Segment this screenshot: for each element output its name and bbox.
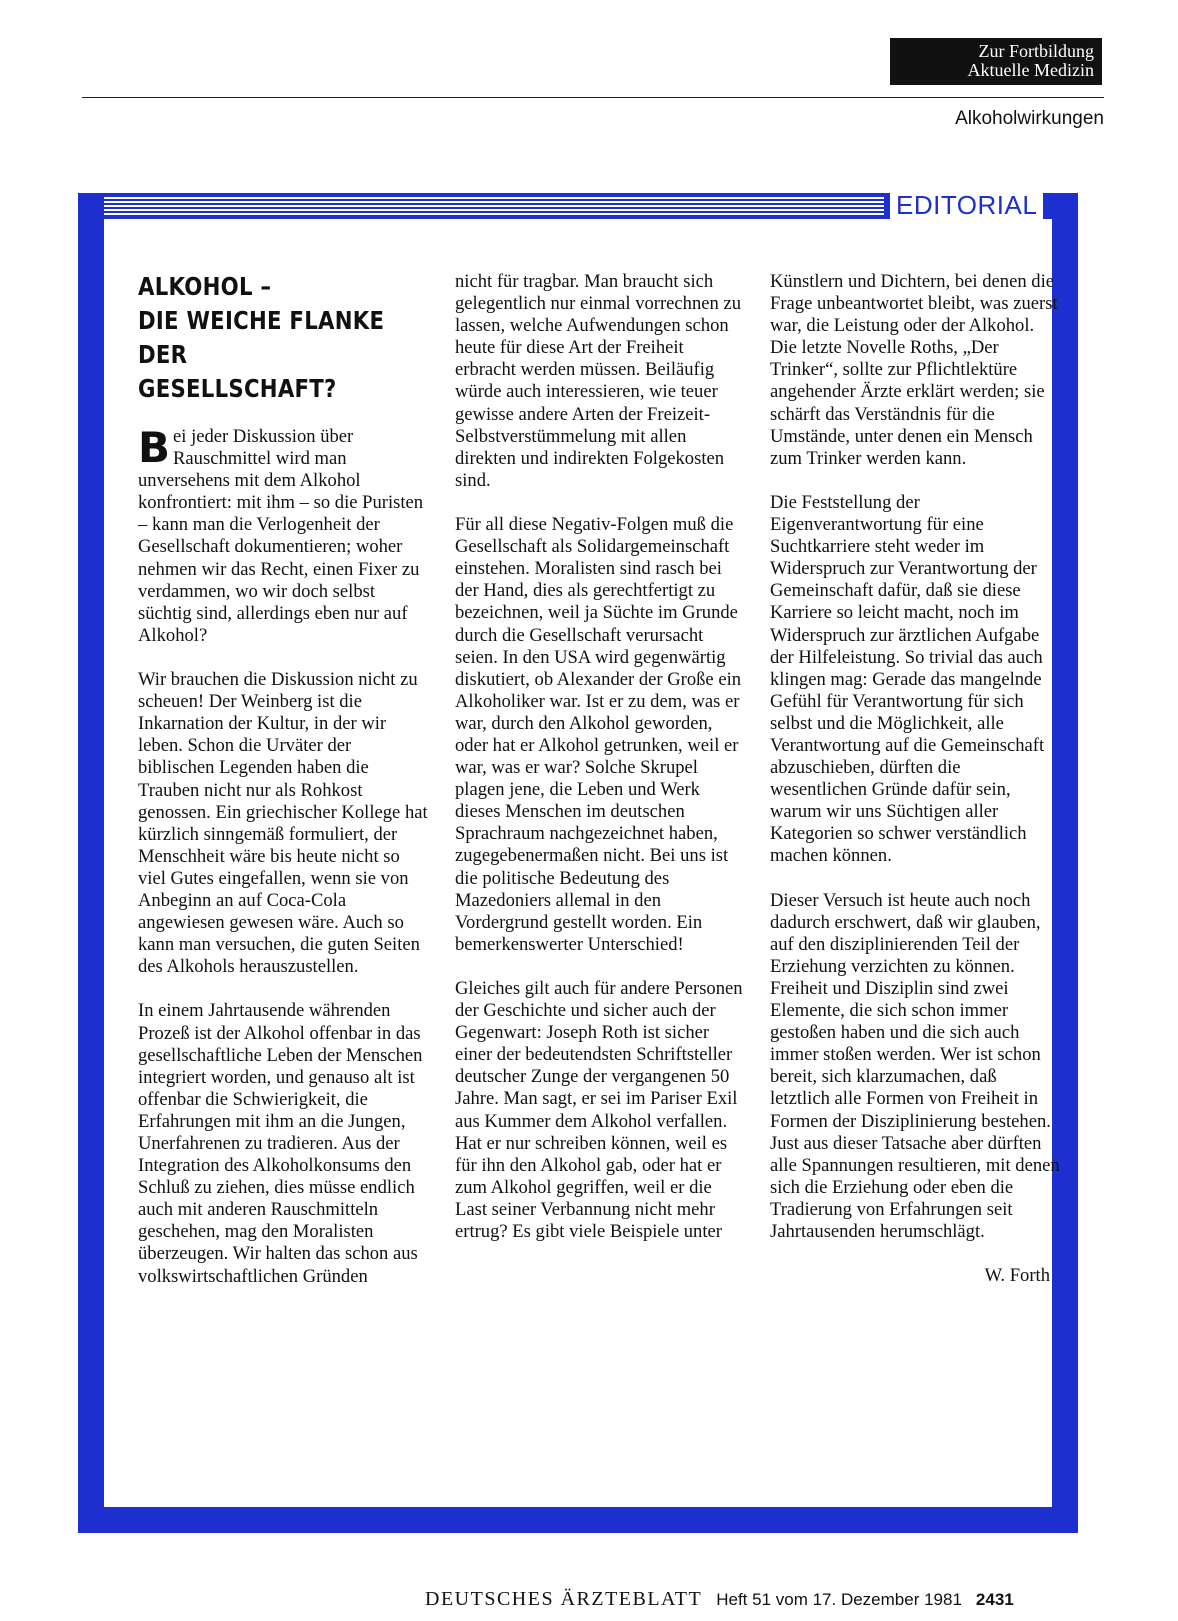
- top-rule: [82, 97, 1104, 98]
- article-column-1: [138, 423, 428, 1310]
- dropcap: B: [138, 423, 171, 472]
- journal-name: DEUTSCHES ÄRZTEBLATT: [425, 1588, 703, 1610]
- paragraph: Dieser Versuch ist heute auch noch dadurch erschwert, daß wir glauben, auf den disziplinierenden Teil der Erziehung verzichten zu können. Freiheit und Disziplin sind zwei Elemente, die sich schon immer gestoßen haben und die sich auch immer stoßen werden. Wer ist schon bereit, sich klarzumachen, daß letztlich alle Formen von Freiheit in Formen der Disziplinierung bestehen. Just aus dieser Tatsache aber dürften alle Spannungen resultieren, mit denen sich die Erziehung oder eben die Tradierung von Erfahrungen seit Jahrtausenden herumschlägt.: [770, 889, 1060, 1243]
- paragraph: nicht für tragbar. Man braucht sich gelegentlich nur einmal vorrechnen zu lassen, welche Aufwendungen schon heute für diese Art der Freiheit erbracht werden müssen. Beiläufig würde auch interessieren, wie teuer gewisse andere Arten der Freizeit-Selbstverstümmelung mit allen direkten und indirekten Folgekosten sind.: [455, 271, 742, 491]
- issue-info: Heft 51 vom 17. Dezember 1981: [716, 1590, 962, 1609]
- frame-stripes: [104, 195, 884, 217]
- paragraph: Die Feststellung der Eigenverantwortung für eine Suchtkarriere steht weder im Widerspruch zur Verantwortung der Gemeinschaft dafür, daß sie diese Karriere so leicht macht, noch im Widerspruch zur ärztlichen Aufgabe der Hilfeleistung. So trivial das auch klingen mag: Gerade das mangelnde Gefühl für Verantwortung für sich selbst und die Möglichkeit, alle Verantwortung auf die Gemeinschaft abzuschieben, dürften die wesentlichen Gründe dafür sein, warum wir uns Süchtigen aller Kategorien so schwer verständlich machen können.: [770, 491, 1045, 867]
- paragraph: Wir brauchen die Diskussion nicht zu scheuen! Der Weinberg ist die Inkarnation der Kultur, in der wir leben. Schon die Urväter der biblischen Legenden haben die Trauben nicht nur als Rohkost genossen. Ein griechischer Kollege hat kürzlich sinngemäß formuliert, der Menschheit wäre bis heute nicht so viel Gutes eingefallen, wenn sie von Anbeginn an auf Coca-Cola angewiesen gewesen wäre. Auch so kann man versuchen, die guten Seiten des Alkohols herauszustellen.: [138, 669, 428, 978]
- headline: [138, 270, 385, 406]
- corner-label-line1: Zur Fortbildung: [978, 41, 1094, 61]
- page-footer: [425, 1588, 1105, 1611]
- headline-line-2: DIE WEICHE FLANKE: [138, 306, 385, 335]
- paragraph-text: ei jeder Diskussion über Rauschmittel wird man unversehens mit dem Alkohol konfrontiert: mit ihm – so die Puristen – kann man die Verlogenheit der Gesellschaft dokumentieren; woher nehmen wir das Recht, einen Fixer zu verdammen, wo wir doch selbst süchtig sind, allerdings eben nur auf Alkohol?: [138, 426, 424, 646]
- paragraph: [138, 423, 428, 647]
- editorial-label: EDITORIAL: [890, 188, 1043, 222]
- paragraph: Künstlern und Dichtern, bei denen die Frage unbeantwortet bleibt, was zuerst war, die Leistung oder der Alkohol. Die letzte Novelle Roths, „Der Trinker“, sollte zur Pflichtlektüre angehender Ärzte erklärt werden; sie schärft das Verständnis für die Umstände, unter denen ein Mensch zum Trinker werden kann.: [770, 271, 1058, 469]
- corner-label-line2: Aktuelle Medizin: [967, 60, 1094, 80]
- article-column-3: [770, 271, 1060, 1309]
- corner-label: [890, 38, 1102, 85]
- paragraph: Für all diese Negativ-Folgen muß die Gesellschaft als Solidargemeinschaft einstehen. Moralisten sind rasch bei der Hand, dies als gerechtfertigt zu bezeichnen, weil ja Süchte im Grunde durch die Gesellschaft verursacht seien. In den USA wird gegenwärtig diskutiert, ob Alexander der Große ein Alkoholiker war. Ist er zu dem, was er war, durch den Alkohol geworden, oder hat er Alkohol getrunken, weil er war, was er war? Solche Skrupel plagen jene, die Leben und Werk dieses Menschen im deutschen Sprachraum nachgezeichnet haben, zugegebenermaßen nicht. Bei uns ist die politische Bedeutung des Mazedoniers allemal in den Vordergrund gestellt worden. Ein bemerkenswerter Unterschied!: [455, 514, 742, 955]
- section-label: Alkoholwirkungen: [955, 108, 1104, 129]
- headline-line-1: ALKOHOL –: [138, 272, 272, 301]
- paragraph: Gleiches gilt auch für andere Personen der Geschichte und sicher auch der Gegenwart: Joseph Roth ist sicher einer der bedeutendsten Schriftsteller deutscher Zunge der vergangenen 50 Jahre. Man sagt, er sei im Pariser Exil aus Kummer dem Alkohol verfallen. Hat er nur schreiben können, weil es für ihn den Alkohol gab, oder hat er zum Alkohol gegriffen, weil er die Last seiner Verbannung nicht mehr ertrug? Es gibt viele Beispiele unter: [455, 978, 743, 1243]
- headline-line-3: DER GESELLSCHAFT?: [138, 340, 337, 403]
- page-number: 2431: [975, 1590, 1014, 1609]
- author-signature: W. Forth: [984, 1265, 1050, 1287]
- article-column-2: [455, 271, 745, 1265]
- paragraph: In einem Jahrtausende währenden Prozeß ist der Alkohol offenbar in das gesellschaftliche Leben der Menschen integriert worden, und genauso alt ist offenbar die Schwierigkeit, die Erfahrungen mit ihm an die Jungen, Unerfahrenen zu tradieren. Aus der Integration des Alkoholkonsums den Schluß zu ziehen, dies müsse endlich auch mit anderen Rauschmitteln geschehen, mag den Moralisten überzeugen. Wir halten das schon aus volkswirtschaftlichen Gründen: [138, 1000, 423, 1287]
